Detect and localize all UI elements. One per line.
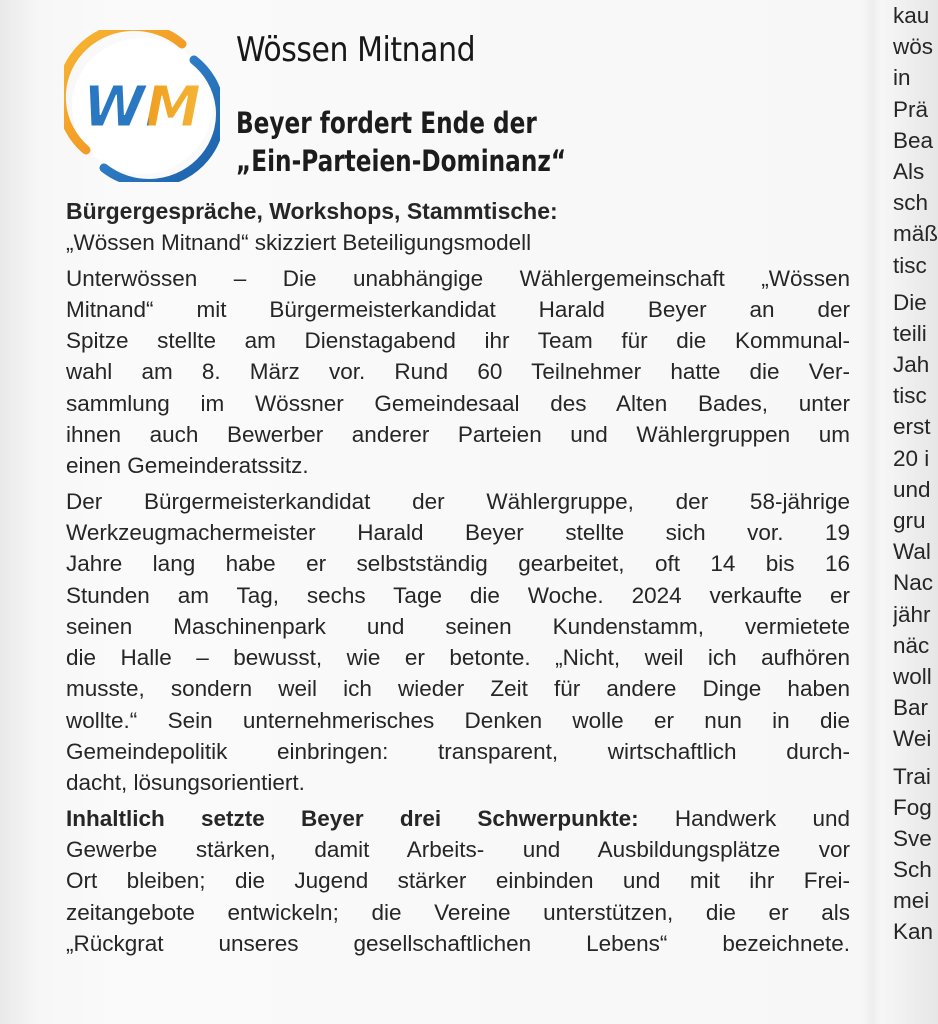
text-line: die Halle – bewusst, wie er betonte. „Nicht, weil ich aufhören — [66, 645, 850, 671]
article-body — [66, 196, 850, 963]
text-line: Unterwössen – Die unabhängige Wählergemeinschaft „Wössen — [66, 265, 850, 291]
text-line: Werkzeugmachermeister Harald Beyer stellte sich vor. 19 — [66, 519, 850, 545]
lead-in-bold: Inhaltlich setzte Beyer drei Schwerpunkte: — [66, 805, 639, 831]
text-line — [66, 803, 850, 834]
wm-logo — [64, 30, 220, 182]
kicker: „Wössen Mitnand“ skizziert Beteiligungsmodell — [66, 230, 532, 256]
text-line: „Rückgrat unseres gesellschaftlichen Lebens“ bezeichnete. — [66, 930, 850, 956]
column-fragment: näc — [893, 632, 930, 658]
text-line: Gemeindepolitik einbringen: transparent, wirtschaftlich durch- — [66, 739, 850, 765]
headline-line-2: „Ein-Parteien-Dominanz“ — [236, 144, 567, 178]
text-line: dacht, lösungsorientiert. — [66, 770, 305, 796]
text-line: Stunden am Tag, sechs Tage die Woche. 2024 verkaufte er — [66, 582, 850, 608]
column-fragment: Bar — [893, 695, 929, 721]
column-fragment: Kan — [893, 919, 934, 945]
column-fragment: Trai — [893, 763, 931, 789]
column-fragment: wös — [893, 34, 934, 60]
column-fragment: und — [893, 476, 931, 502]
text-line: sammlung im Wössner Gemeindesaal des Alten Bades, unter — [66, 390, 850, 416]
column-fragment: tisc — [893, 252, 927, 278]
column-fragment: sch — [893, 190, 929, 216]
column-fragment: gru — [893, 508, 926, 533]
headline-line-1: Beyer fordert Ende der — [236, 106, 537, 140]
text-line: Jahre lang habe er selbstständig gearbeitet, oft 14 bis 16 — [66, 551, 850, 577]
column-fragment: Nac — [893, 570, 934, 596]
column-fragment: kau — [893, 3, 930, 28]
headline — [236, 104, 566, 180]
text-line: zeitangebote entwickeln; die Vereine unterstützen, die er als — [66, 899, 850, 925]
column-fragment: Jah — [893, 352, 930, 378]
subhead: Bürgergespräche, Workshops, Stammtische: — [66, 198, 558, 224]
text-line: Spitze stellte am Dienstagabend ihr Team für die Kommunal- — [66, 328, 850, 354]
paragraph-3 — [66, 803, 850, 959]
text-line: Ort bleiben; die Jugend stärker einbinden und mit ihr Frei- — [66, 868, 850, 894]
text-line: musste, sondern weil ich wieder Zeit für andere Dinge haben — [66, 676, 850, 702]
column-fragment: mei — [893, 888, 930, 914]
text-line: wollte.“ Sein unternehmerisches Denken wolle er nun in die — [66, 707, 850, 733]
column-fragment: Bea — [893, 127, 934, 153]
column-fragment: mäß — [893, 221, 938, 247]
column-fragment: Die — [893, 289, 927, 315]
text-line: einen Gemeinderatssitz. — [66, 453, 309, 479]
column-fragment: Wei — [893, 726, 932, 752]
column-fragment: jähr — [893, 601, 931, 627]
text-line: Mitnand“ mit Bürgermeisterkandidat Harald Beyer an der — [66, 296, 850, 322]
text-line: ihnen auch Bewerber anderer Parteien und Wählergruppen um — [66, 422, 850, 448]
column-gutter — [862, 0, 882, 1024]
column-fragment: in — [893, 65, 911, 91]
paragraph-2 — [66, 486, 850, 799]
text-line: wahl am 8. März vor. Rund 60 Teilnehmer hatte die Ver- — [66, 359, 850, 385]
column-fragment: Wal — [893, 539, 931, 565]
lead-in-rest: Handwerk und — [638, 805, 850, 831]
text-line: Der Bürgermeisterkandidat der Wählergruppe, der 58-jährige — [66, 488, 850, 514]
adjacent-column-text — [893, 0, 938, 948]
column-fragment: Sch — [893, 857, 932, 883]
column-fragment: Fog — [893, 794, 932, 820]
column-fragment: erst — [893, 414, 931, 440]
column-fragment: Sve — [893, 825, 932, 851]
column-fragment: woll — [893, 663, 932, 689]
text-line: Gewerbe stärken, damit Arbeits- und Ausbildungsplätze vor — [66, 836, 850, 862]
column-fragment: Prä — [893, 96, 929, 122]
logo-letters: WM — [83, 75, 201, 140]
text-line: seinen Maschinenpark und seinen Kundenstamm, vermietete — [66, 613, 850, 639]
column-fragment: Als — [893, 158, 925, 184]
adjacent-column-cutoff — [893, 0, 938, 1024]
column-fragment: teili — [893, 320, 927, 346]
paragraph-1 — [66, 263, 850, 482]
column-fragment: 20 i — [893, 445, 930, 471]
column-fragment: tisc — [893, 383, 927, 409]
brand-title: Wössen Mitnand — [236, 30, 476, 70]
